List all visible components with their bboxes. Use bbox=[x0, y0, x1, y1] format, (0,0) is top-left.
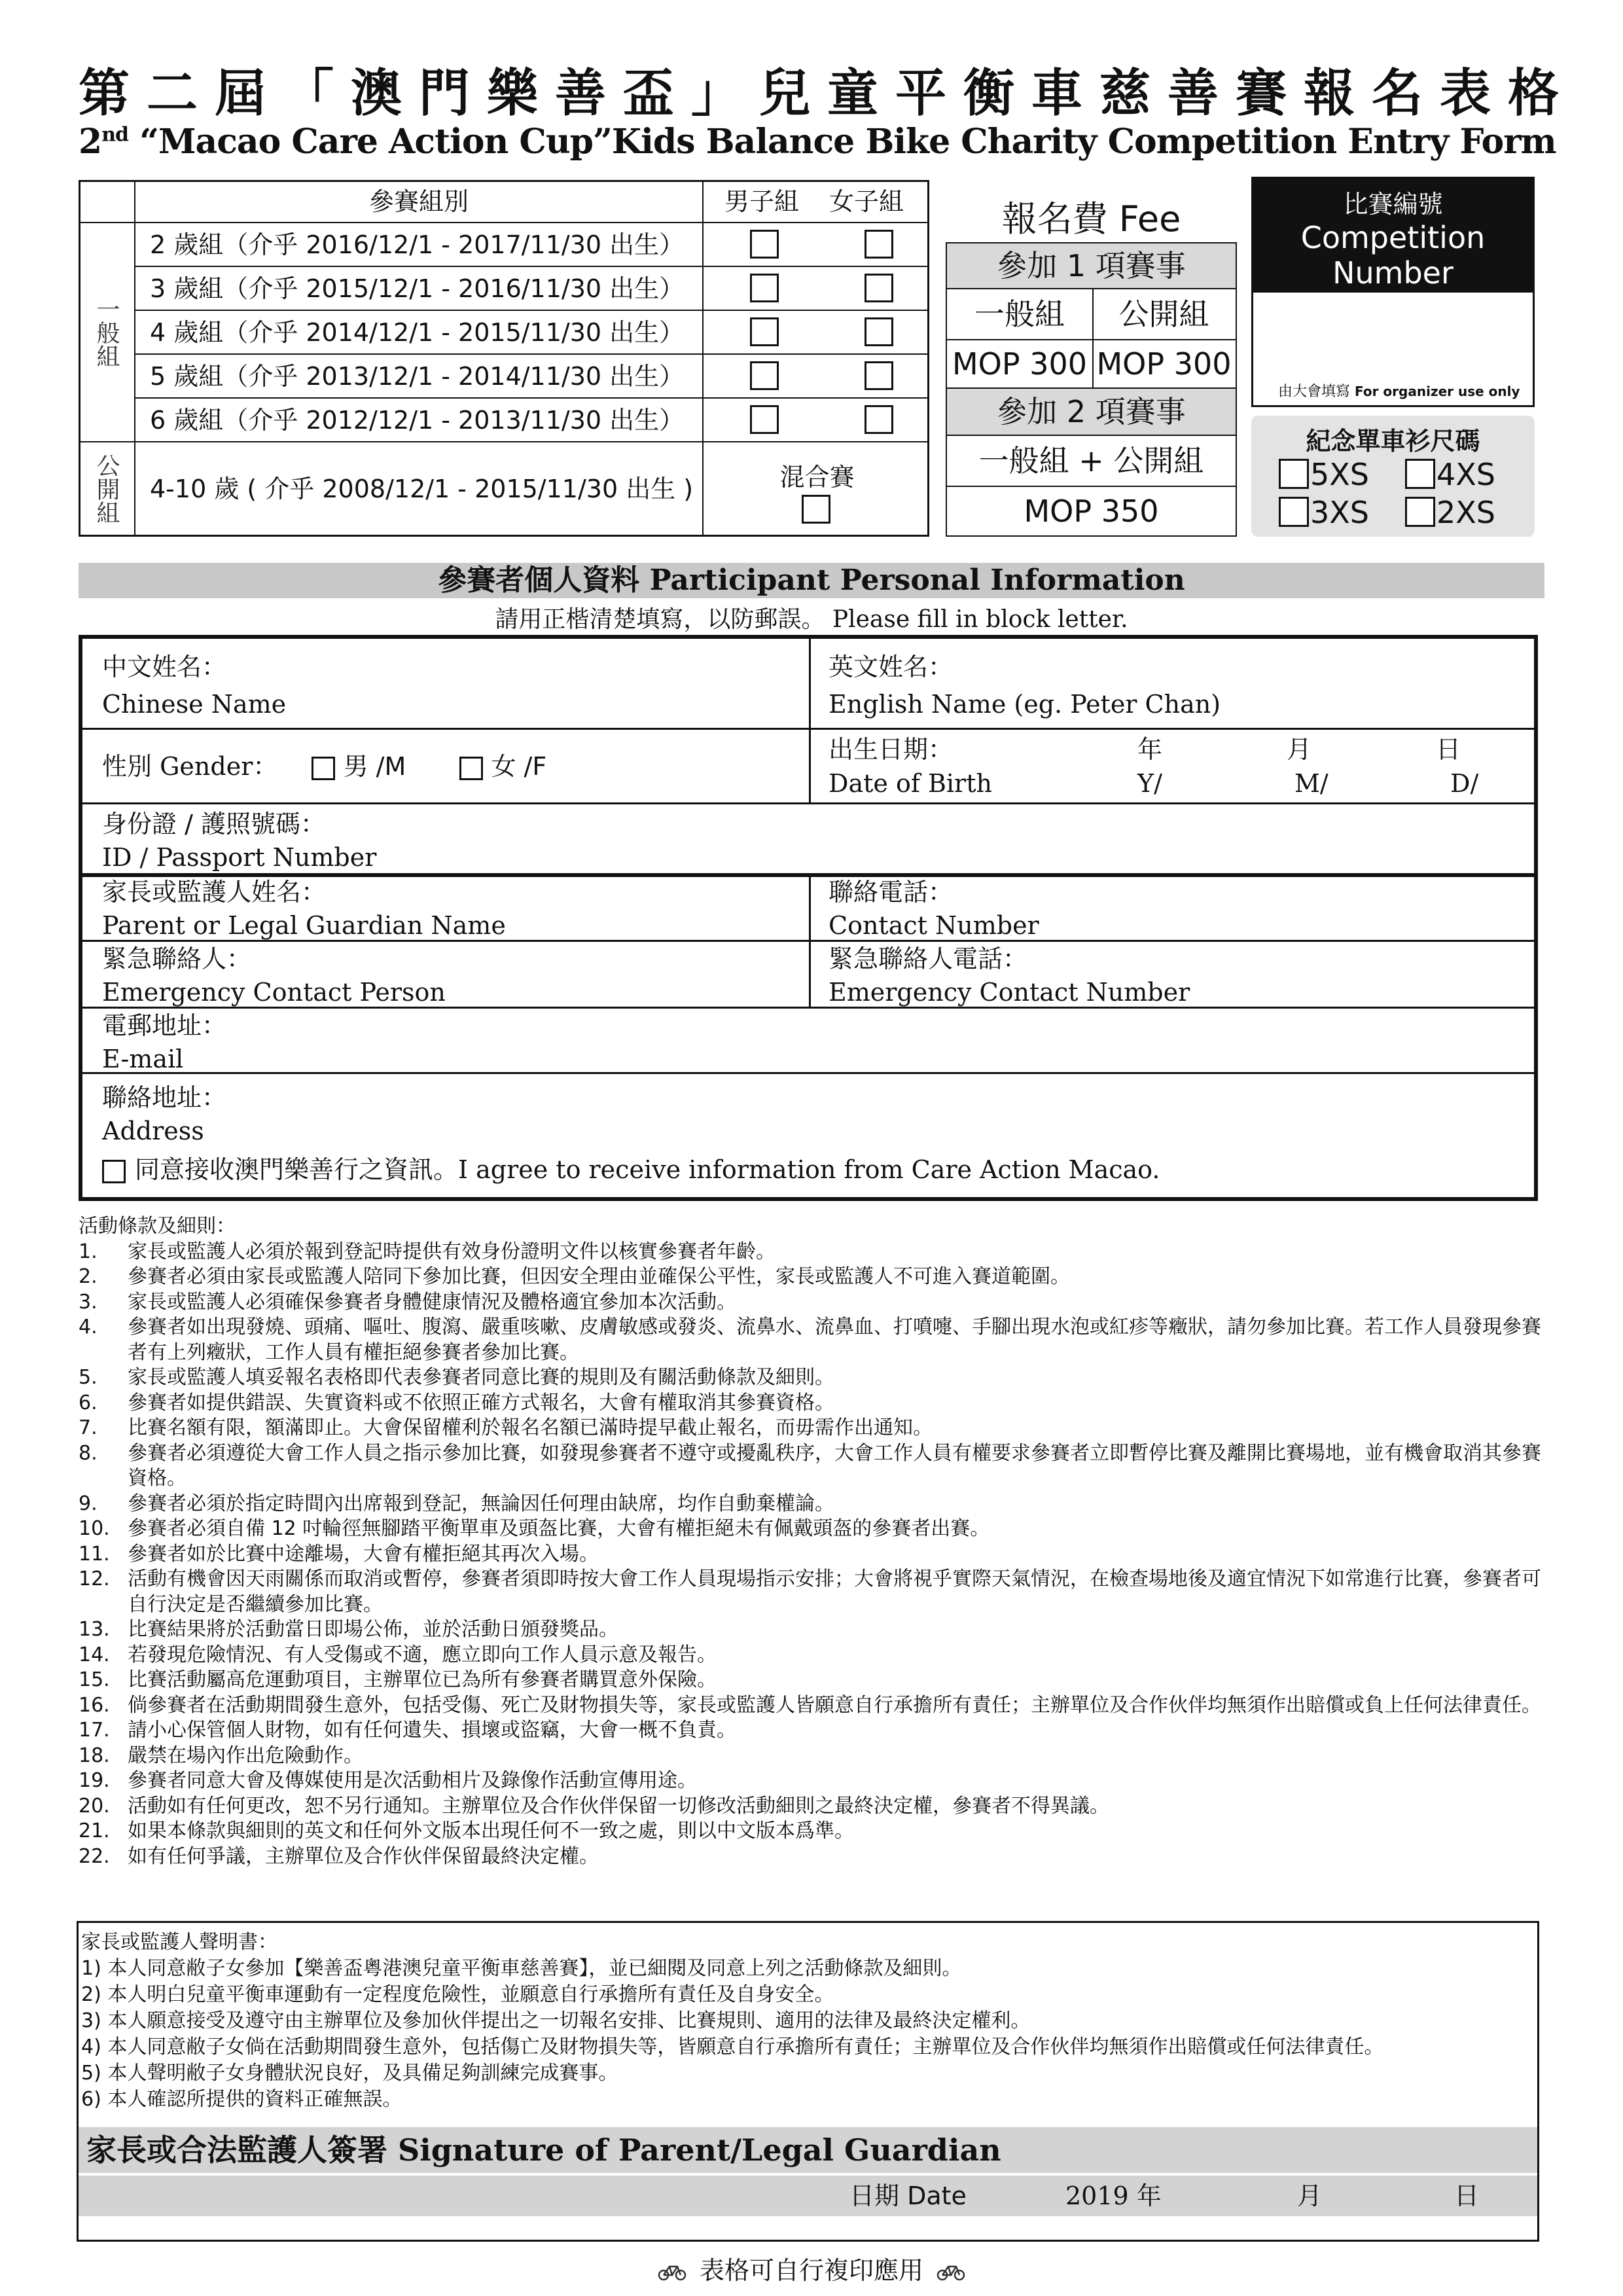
term-number: 12. bbox=[79, 1568, 110, 1590]
declaration-item: 4) 本人同意敝子女倘在活動期間發生意外，包括傷亡及財物損失等，皆願意自行承擔所有責任；主辦單位及合作伙伴均無須作出賠償或任何法律責任。 bbox=[81, 2036, 1384, 2058]
tshirt-size-box bbox=[1251, 416, 1535, 537]
personal-info-instruction: 請用正楷清楚填寫，以防郵誤。 Please fill in block letter. bbox=[495, 606, 1128, 633]
term-number: 4. bbox=[79, 1316, 98, 1338]
tshirt-size-title: 紀念單車衫尺碼 bbox=[1306, 427, 1480, 456]
term-text: 參賽者如提供錯誤、失實資料或不依照正確方式報名，大會有權取消其參賽資格。 bbox=[128, 1391, 834, 1414]
checkbox-6yo-male[interactable] bbox=[750, 405, 779, 434]
competition-number-box bbox=[1251, 177, 1535, 407]
emergency-contact-field[interactable] bbox=[102, 942, 446, 1010]
emergency-label-zh: 緊急聯絡人： bbox=[102, 944, 252, 973]
id-label-en: ID / Passport Number bbox=[102, 843, 377, 872]
term-text: 倘參賽者在活動期間發生意外，包括受傷、死亡及財物損失等，家長或監護人皆願意自行承擔所有責任；主辦單位及合作伙伴均無須作出賠償或負上任何法律責任。 bbox=[128, 1693, 1541, 1717]
checkbox-4yo-female[interactable] bbox=[865, 317, 893, 346]
term-text: 參賽者必須自備 12 吋輪徑無腳踏平衡單車及頭盔比賽，大會有權拒絕未有佩戴頭盔的參賽者出賽。 bbox=[128, 1517, 990, 1540]
header-gender bbox=[702, 180, 929, 223]
term-number: 18. bbox=[79, 1744, 110, 1767]
checkbox-mixed[interactable] bbox=[802, 495, 830, 524]
checkbox-row bbox=[702, 397, 929, 442]
term-item bbox=[79, 1290, 1544, 1316]
dob-year-zh: 年 bbox=[1137, 735, 1163, 764]
emergency-label-en: Emergency Contact Person bbox=[102, 978, 446, 1007]
fee-combo-price: MOP 350 bbox=[946, 486, 1237, 537]
email-field[interactable] bbox=[102, 1009, 226, 1077]
signature-field[interactable] bbox=[79, 2127, 1537, 2173]
term-number: 21. bbox=[79, 1820, 110, 1842]
title-english-text: “Macao Care Action Cup”Kids Balance Bike Charity Competition Entry Form bbox=[128, 122, 1556, 162]
term-item bbox=[79, 1416, 1544, 1441]
fee-general-price: MOP 300 bbox=[947, 340, 1094, 387]
address-field[interactable] bbox=[102, 1081, 226, 1149]
declaration-list bbox=[79, 1929, 1537, 2113]
term-number: 15. bbox=[79, 1668, 110, 1691]
size-option-3xs[interactable] bbox=[1279, 495, 1369, 529]
terms-list bbox=[79, 1240, 1544, 1870]
term-text: 如有任何爭議，主辦單位及合作伙伴保留最終決定權。 bbox=[128, 1844, 599, 1868]
term-number: 20. bbox=[79, 1794, 110, 1818]
term-item bbox=[79, 1693, 1544, 1719]
competition-number-en1: Competition bbox=[1300, 220, 1486, 255]
date-field[interactable] bbox=[79, 2176, 1537, 2216]
term-text: 比賽活動屬高危運動項目，主辦單位已為所有參賽者購買意外保險。 bbox=[128, 1668, 717, 1691]
date-day: 日 bbox=[1454, 2181, 1480, 2210]
term-text: 家長或監護人必須確保參賽者身體健康情況及體格適宜參加本次活動。 bbox=[128, 1290, 736, 1314]
title-ordinal: 2 bbox=[79, 122, 102, 162]
term-item bbox=[79, 1441, 1544, 1492]
fee-combo: 一般組 + 公開組 bbox=[946, 435, 1237, 487]
guardian-label-en: Parent or Legal Guardian Name bbox=[102, 911, 506, 941]
mixed-label: 混合賽 bbox=[779, 463, 855, 492]
declaration-title: 家長或監護人聲明書： bbox=[81, 1931, 277, 1954]
term-number: 13. bbox=[79, 1618, 110, 1641]
term-item bbox=[79, 1365, 1544, 1391]
chinese-name-label-en: Chinese Name bbox=[102, 690, 287, 719]
term-number: 1. bbox=[79, 1240, 98, 1263]
term-item bbox=[79, 1718, 1544, 1744]
fee-two-events: 參加 2 項賽事 bbox=[946, 387, 1237, 436]
size-label-5xs: 5XS bbox=[1310, 457, 1369, 492]
term-text: 家長或監護人填妥報名表格即代表參賽者同意比賽的規則及有關活動條款及細則。 bbox=[128, 1366, 834, 1389]
size-option-5xs[interactable] bbox=[1279, 457, 1369, 492]
female-label: 女 /F bbox=[491, 752, 547, 781]
fee-open-price: MOP 300 bbox=[1096, 346, 1232, 382]
dob-month-en[interactable]: M/ bbox=[1294, 769, 1329, 798]
agree-info-label: 同意接收澳門樂善行之資訊。I agree to receive information from Care Action Macao. bbox=[135, 1155, 1160, 1184]
footer-text: 表格可自行複印應用 bbox=[699, 2256, 923, 2285]
gender-label: 性別 Gender： bbox=[102, 752, 278, 781]
fee-group-row bbox=[946, 288, 1237, 340]
mixed-cell bbox=[702, 441, 929, 537]
checkbox-3xs[interactable] bbox=[1279, 497, 1309, 527]
checkbox-2yo-female[interactable] bbox=[865, 230, 893, 259]
footer bbox=[0, 2250, 1623, 2287]
term-text: 參賽者如出現發燒、頭痛、嘔吐、腹瀉、嚴重咳嗽、皮膚敏感或發炎、流鼻水、流鼻血、打噴嚏、手腳出現水泡或紅疹等癥狀，請勿參加比賽。若工作人員發現參賽者有上列癥狀，工作人員有權拒絕參賽者參加比賽。 bbox=[128, 1316, 1541, 1364]
checkbox-agree-info[interactable] bbox=[102, 1160, 126, 1183]
term-text: 請小心保管個人財物，如有任何遺失、損壞或盜竊，大會一概不負責。 bbox=[128, 1719, 736, 1742]
organizer-note-en: For organizer use only bbox=[1355, 384, 1520, 399]
personal-info-form bbox=[79, 635, 1538, 1201]
gender-field bbox=[102, 750, 546, 783]
term-text: 如果本條款與細則的英文和任何外文版本出現任何不一致之處，則以中文版本爲準。 bbox=[128, 1820, 854, 1842]
checkbox-row bbox=[702, 310, 929, 355]
table-corner bbox=[79, 180, 135, 223]
checkbox-row bbox=[702, 222, 929, 267]
form-title-english bbox=[79, 122, 1556, 162]
header-male: 男子組 bbox=[724, 187, 800, 216]
checkbox-row bbox=[702, 266, 929, 311]
category-row-3yo: 3 歲組（介乎 2015/12/1 - 2016/11/30 出生） bbox=[134, 266, 704, 311]
contact-label-en: Contact Number bbox=[829, 911, 1039, 941]
english-name-label-en: English Name (eg. Peter Chan) bbox=[829, 690, 1221, 719]
term-text: 比賽結果將於活動當日即場公佈，並於活動日頒發獎品。 bbox=[128, 1618, 618, 1641]
dob-year-en[interactable]: Y/ bbox=[1137, 769, 1162, 798]
term-text: 家長或監護人必須於報到登記時提供有效身份證明文件以核實參賽者年齡。 bbox=[128, 1240, 776, 1263]
dob-label-en: Date of Birth bbox=[829, 769, 992, 798]
checkbox-4yo-male[interactable] bbox=[750, 317, 779, 346]
term-item bbox=[79, 1315, 1544, 1365]
emergency-phone-label-zh: 緊急聯絡人電話： bbox=[829, 944, 1028, 973]
signature-label: 家長或合法監護人簽署 Signature of Parent/Legal Guardian bbox=[86, 2132, 1001, 2168]
term-number: 11. bbox=[79, 1542, 110, 1566]
term-number: 6. bbox=[79, 1391, 98, 1414]
id-label-zh: 身份證 / 護照號碼： bbox=[102, 810, 325, 838]
personal-info-header: 參賽者個人資料 Participant Personal Information bbox=[79, 563, 1544, 598]
declaration-item: 1) 本人同意敝子女參加【樂善盃粵港澳兒童平衡車慈善賽】，並已細閱及同意上列之活動條款及細則。 bbox=[81, 1957, 962, 1980]
checkbox-4xs[interactable] bbox=[1405, 459, 1435, 489]
row-divider bbox=[82, 1072, 1534, 1074]
term-text: 比賽名額有限，額滿即止。大會保留權利於報名名額已滿時提早截止報名，而毋需作出通知。 bbox=[128, 1416, 933, 1439]
competition-number-header bbox=[1253, 179, 1533, 293]
size-label-3xs: 3XS bbox=[1310, 495, 1369, 530]
term-item bbox=[79, 1643, 1544, 1668]
term-number: 19. bbox=[79, 1769, 110, 1792]
checkbox-2xs[interactable] bbox=[1405, 497, 1435, 527]
bicycle-icon bbox=[658, 2258, 687, 2287]
term-item bbox=[79, 1617, 1544, 1643]
dob-label-zh: 出生日期： bbox=[829, 735, 954, 764]
term-number: 5. bbox=[79, 1366, 98, 1389]
declaration-item: 6) 本人確認所提供的資料正確無誤。 bbox=[81, 2088, 402, 2111]
term-item bbox=[79, 1819, 1544, 1844]
category-row-6yo: 6 歲組（介乎 2012/12/1 - 2013/11/30 出生） bbox=[134, 397, 704, 442]
term-item bbox=[79, 1794, 1544, 1820]
category-row-5yo: 5 歲組（介乎 2013/12/1 - 2014/11/30 出生） bbox=[134, 353, 704, 399]
size-label-4xs: 4XS bbox=[1436, 457, 1495, 492]
term-item bbox=[79, 1492, 1544, 1517]
date-label: 日期 Date bbox=[849, 2181, 967, 2210]
category-row-2yo: 2 歲組（介乎 2016/12/1 - 2017/11/30 出生） bbox=[134, 222, 704, 267]
english-name-label-zh: 英文姓名： bbox=[829, 653, 954, 681]
email-label-en: E-mail bbox=[102, 1045, 184, 1074]
category-row-open: 4-10 歲 ( 介乎 2008/12/1 - 2015/11/30 出生 ) bbox=[134, 441, 704, 537]
organizer-note bbox=[1278, 380, 1520, 401]
checkbox-3yo-male[interactable] bbox=[750, 274, 779, 302]
competition-number-field[interactable] bbox=[1253, 293, 1533, 374]
term-number: 17. bbox=[79, 1719, 110, 1742]
competition-number-zh: 比賽編號 bbox=[1343, 190, 1443, 219]
category-table bbox=[79, 180, 929, 537]
id-field[interactable] bbox=[102, 808, 376, 875]
title-ordinal-suffix: nd bbox=[101, 123, 128, 147]
terms-title: 活動條款及細則： bbox=[79, 1215, 236, 1238]
fee-price-row bbox=[946, 339, 1237, 389]
declaration-item: 3) 本人願意接受及遵守由主辦單位及參加伙伴提出之一切報名安排、比賽規則、適用的法律及最終決定權利。 bbox=[81, 2009, 1031, 2032]
email-label-zh: 電郵地址： bbox=[102, 1011, 227, 1040]
fee-title: 報名費 Fee bbox=[1001, 198, 1181, 240]
male-label: 男 /M bbox=[343, 752, 406, 781]
term-item bbox=[79, 1744, 1544, 1769]
competition-number-en2: Number bbox=[1332, 255, 1454, 291]
address-label-zh: 聯絡地址： bbox=[102, 1083, 227, 1112]
term-text: 參賽者必須遵從大會工作人員之指示參加比賽，如發現參賽者不遵守或擾亂秩序，大會工作人員有權要求參賽者立即暫停比賽及離開比賽場地，並有機會取消其參賽資格。 bbox=[128, 1441, 1541, 1490]
guardian-name-field[interactable] bbox=[102, 876, 506, 943]
term-item bbox=[79, 1668, 1544, 1693]
dob-day-en[interactable]: D/ bbox=[1450, 769, 1479, 798]
guardian-label-zh: 家長或監護人姓名： bbox=[102, 878, 327, 906]
checkbox-row bbox=[702, 353, 929, 399]
size-option-2xs[interactable] bbox=[1405, 495, 1495, 529]
checkbox-2yo-male[interactable] bbox=[750, 230, 779, 259]
term-item bbox=[79, 1542, 1544, 1568]
form-title-chinese: 第二屆「澳門樂善盃」兒童平衡車慈善賽報名表格 bbox=[79, 63, 1577, 123]
term-number: 3. bbox=[79, 1290, 98, 1314]
guardian-declaration bbox=[77, 1921, 1539, 2242]
general-group-label: 一般組 bbox=[79, 222, 135, 442]
contact-label-zh: 聯絡電話： bbox=[829, 878, 954, 906]
term-item bbox=[79, 1265, 1544, 1290]
term-item bbox=[79, 1240, 1544, 1265]
header-female: 女子組 bbox=[829, 187, 904, 216]
agree-info-option[interactable] bbox=[102, 1153, 1160, 1187]
term-number: 22. bbox=[79, 1844, 110, 1868]
dob-month-zh: 月 bbox=[1287, 735, 1312, 764]
term-item bbox=[79, 1391, 1544, 1416]
checkbox-female[interactable] bbox=[459, 757, 483, 780]
column-divider bbox=[809, 639, 811, 802]
row-divider bbox=[82, 802, 1534, 804]
fee-one-event: 參加 1 項賽事 bbox=[946, 242, 1237, 289]
size-option-4xs[interactable] bbox=[1405, 457, 1495, 492]
chinese-name-field[interactable] bbox=[102, 651, 286, 722]
term-text: 活動有機會因天雨關係而取消或暫停，參賽者須即時按大會工作人員現場指示安排；大會將視乎實際天氣情況，在檢查場地後及適宜情況下如常進行比賽，參賽者可自行決定是否繼續參加比賽。 bbox=[128, 1568, 1541, 1616]
term-text: 參賽者必須於指定時間內出席報到登記，無論因任何理由缺席，均作自動棄權論。 bbox=[128, 1492, 834, 1515]
fee-general-label: 一般組 bbox=[947, 289, 1094, 339]
term-text: 活動如有任何更改，恕不另行通知。主辦單位及合作伙伴保留一切修改活動細則之最終決定權，參賽者不得異議。 bbox=[128, 1794, 1109, 1818]
term-item bbox=[79, 1768, 1544, 1794]
row-divider bbox=[82, 728, 1534, 730]
date-month: 月 bbox=[1297, 2181, 1323, 2210]
checkbox-5yo-female[interactable] bbox=[865, 361, 893, 390]
term-text: 嚴禁在場內作出危險動作。 bbox=[128, 1744, 363, 1767]
contact-number-field[interactable] bbox=[829, 876, 1039, 943]
english-name-field[interactable] bbox=[829, 651, 1221, 722]
size-label-2xs: 2XS bbox=[1436, 495, 1495, 530]
emergency-phone-field[interactable] bbox=[829, 942, 1190, 1010]
emergency-phone-label-en: Emergency Contact Number bbox=[829, 978, 1190, 1007]
term-text: 若發現危險情況、有人受傷或不適，應立即向工作人員示意及報告。 bbox=[128, 1643, 717, 1666]
checkbox-5xs[interactable] bbox=[1279, 459, 1309, 489]
category-row-4yo: 4 歲組（介乎 2014/12/1 - 2015/11/30 出生） bbox=[134, 310, 704, 355]
header-group: 參賽組別 bbox=[134, 180, 704, 223]
column-divider bbox=[809, 873, 811, 1007]
checkbox-3yo-female[interactable] bbox=[865, 274, 893, 302]
declaration-item: 2) 本人明白兒童平衡車運動有一定程度危險性，並願意自行承擔所有責任及自身安全。 bbox=[81, 1983, 834, 2006]
term-number: 14. bbox=[79, 1643, 110, 1666]
term-text: 參賽者必須由家長或監護人陪同下參加比賽，但因安全理由並確保公平性，家長或監護人不可進入賽道範圍。 bbox=[128, 1265, 1070, 1288]
chinese-name-label-zh: 中文姓名： bbox=[102, 653, 227, 681]
dob-day-zh: 日 bbox=[1436, 735, 1461, 764]
fee-open-label: 公開組 bbox=[1118, 296, 1209, 332]
term-number: 2. bbox=[79, 1265, 98, 1288]
term-text: 參賽者如於比賽中途離場，大會有權拒絕其再次入場。 bbox=[128, 1542, 599, 1566]
term-item bbox=[79, 1516, 1544, 1542]
checkbox-6yo-female[interactable] bbox=[865, 405, 893, 434]
bicycle-icon bbox=[936, 2258, 965, 2287]
checkbox-5yo-male[interactable] bbox=[750, 361, 779, 390]
term-item bbox=[79, 1567, 1544, 1617]
term-number: 7. bbox=[79, 1416, 98, 1439]
checkbox-male[interactable] bbox=[312, 757, 335, 780]
terms-section bbox=[79, 1214, 1544, 1869]
term-text: 參賽者同意大會及傳媒使用是次活動相片及錄像作活動宣傳用途。 bbox=[128, 1769, 697, 1792]
declaration-item: 5) 本人聲明敝子女身體狀況良好，及具備足夠訓練完成賽事。 bbox=[81, 2062, 618, 2085]
date-year: 2019 年 bbox=[1065, 2181, 1162, 2210]
term-number: 9. bbox=[79, 1492, 98, 1515]
term-number: 10. bbox=[79, 1517, 110, 1540]
term-number: 8. bbox=[79, 1441, 98, 1465]
open-group-label: 公開組 bbox=[79, 441, 135, 537]
term-number: 16. bbox=[79, 1693, 110, 1717]
organizer-note-zh: 由大會填寫 bbox=[1278, 384, 1351, 400]
address-label-en: Address bbox=[102, 1117, 204, 1146]
term-item bbox=[79, 1844, 1544, 1870]
